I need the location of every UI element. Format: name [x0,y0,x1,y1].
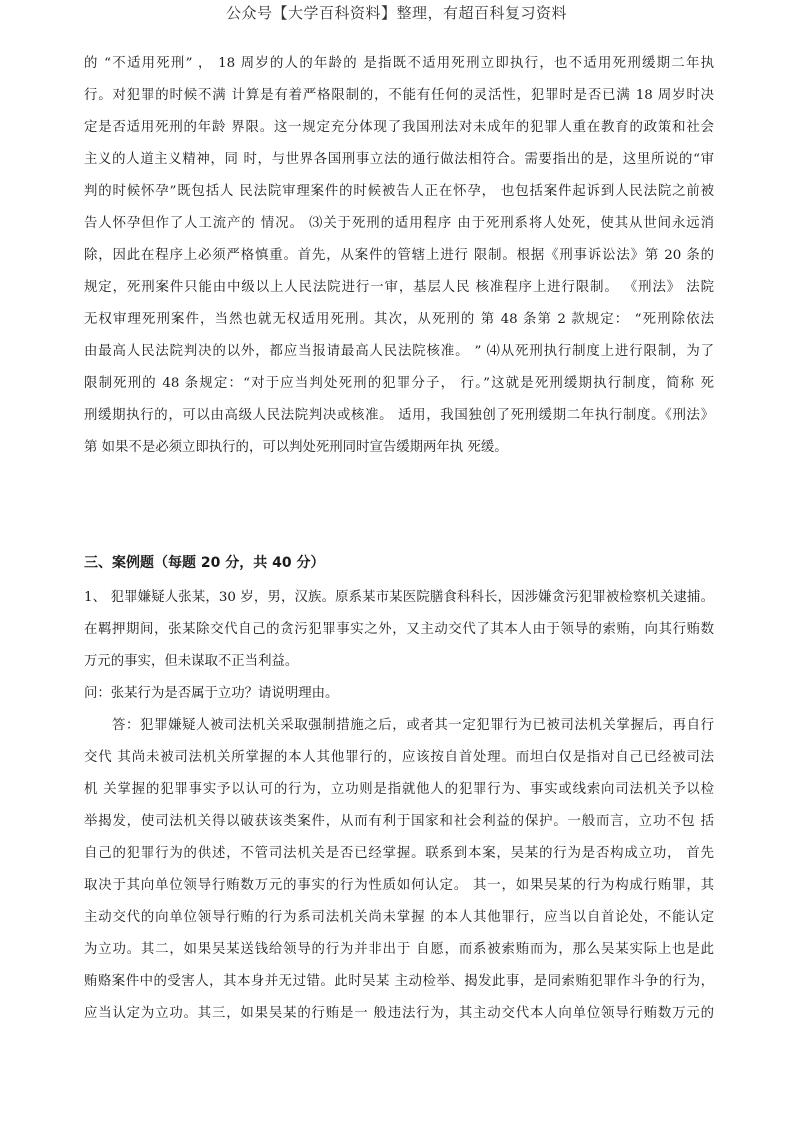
answer-line: 主动交代的向单位领导行贿的行为系司法机关尚未掌握 的本人其他罪行，应当以自首论处，不能认定 [84,910,714,925]
question-line: 在羁押期间，张某除交代自己的贪污犯罪事实之外，又主动交代了其本人由于领导的索贿，向其行贿数 [84,622,714,637]
answer-line: 机 关掌握的犯罪事实予以认可的行为，立功则是指就他人的犯罪行为、事实或线索向司法机关予以检 [84,782,714,797]
text-line: 规定，死刑案件只能由中级以上人民法院进行一审，基层人民 核准程序上进行限制。 《刑法》 法院 [84,280,714,295]
answer-line: 举揭发，使司法机关得以破获该类案件，从而有利于国家和社会利益的保护。一般而言，立功不包 括 [84,814,714,829]
text-line: 告人怀孕但作了人工流产的 情况。 ⑶关于死刑的适用程序 由于死刑系将人处死，使其从世间永远消 [84,216,714,231]
section-case-question-text [84,582,714,1030]
text-line: 判的时候怀孕”既包括人 民法院审理案件的时候被告人正在怀孕， 也包括案件起诉到人民法院之前被 [84,184,714,199]
answer-line: 交代 其尚未被司法机关所掌握的本人其他罪行的，应该按自首处理。而坦白仅是指对自己已经被司法 [84,750,714,765]
answer-line: 自己的犯罪行为的供述，不管司法机关是否已经掌握。联系到本案，吴某的行为是否构成立功， 首先 [84,846,714,861]
answer-line: 应当认定为立功。其三，如果吴某的行贿是一 般违法行为，其主动交代本人向单位领导行贿数万元的 [84,1006,714,1021]
question-line: 1、 犯罪嫌疑人张某，30 岁，男，汉族。原系某市某医院膳食科科长，因涉嫌贪污犯罪被检察机关逮捕。 [84,590,714,605]
text-line: 除，因此在程序上必须严格慎重。首先，从案件的管辖上进行 限制。根据《刑事诉讼法》第 20 条的 [84,248,714,263]
question-line: 万元的事实，但未谋取不正当利益。 [84,654,299,669]
text-line: 刑缓期执行的，可以由高级人民法院判决或核准。 适用，我国独创了死刑缓期二年执行制度。《刑法》 [84,408,714,423]
answer-line: 贿赂案件中的受害人，其本身并无过错。此时吴某 主动检举、揭发此事，是同索贿犯罪作斗争的行为， [84,974,714,989]
section-heading-case-questions: 三、案例题（每题 20 分，共 40 分） [84,555,325,571]
text-line: 行。对犯罪的时候不满 计算是有着严格限制的，不能有任何的灵活性，犯罪时是否已满 18 周岁时决 [84,88,714,103]
answer-line: 取决于其向单位领导行贿数万元的事实的行为性质如何认定。 其一，如果吴某的行为构成行贿罪，其 [84,878,714,893]
text-line: 定是否适用死刑的年龄 界限。这一规定充分体现了我国刑法对未成年的犯罪人重在教育的政策和社会 [84,120,714,135]
answer-line: 为立功。其二，如果吴某送钱给领导的行为并非出于 自愿，而系被索贿而为，那么吴某实际上也是此 [84,942,714,957]
question-prompt: 问：张某行为是否属于立功？请说明理由。 [84,686,339,701]
text-line: 主义的人道主义精神，同 时，与世界各国刑事立法的通行做法相符合。需要指出的是，这里所说的“审 [84,152,714,167]
text-line: 的 “不适用死刑” ， 18 周岁的人的年龄的 是指既不适用死刑立即执行，也不适用死刑缓期二年执 [84,56,714,71]
page-header: 公众号【大学百科资料】整理，有超百科复习资料 [225,4,567,22]
text-line: 由最高人民法院判决的以外，都应当报请最高人民法院核准。 ” ⑷从死刑执行制度上进行限制，为了 [84,344,714,359]
text-line: 限制死刑的 48 条规定：“对于应当判处死刑的犯罪分子， 行。”这就是死刑缓期执行制度，简称 死 [84,376,714,391]
text-line: 第 如果不是必须立即执行的，可以判处死刑同时宣告缓期两年执 死缓。 [84,440,508,455]
text-line: 无权审理死刑案件，当然也就无权适用死刑。其次，从死刑的 第 48 条第 2 款规定： “死刑除依法 [84,312,714,327]
answer-line: 答：犯罪嫌疑人被司法机关采取强制措施之后，或者其一定犯罪行为已被司法机关掌握后，再自行 [84,718,714,733]
section-death-penalty-text [84,48,714,464]
